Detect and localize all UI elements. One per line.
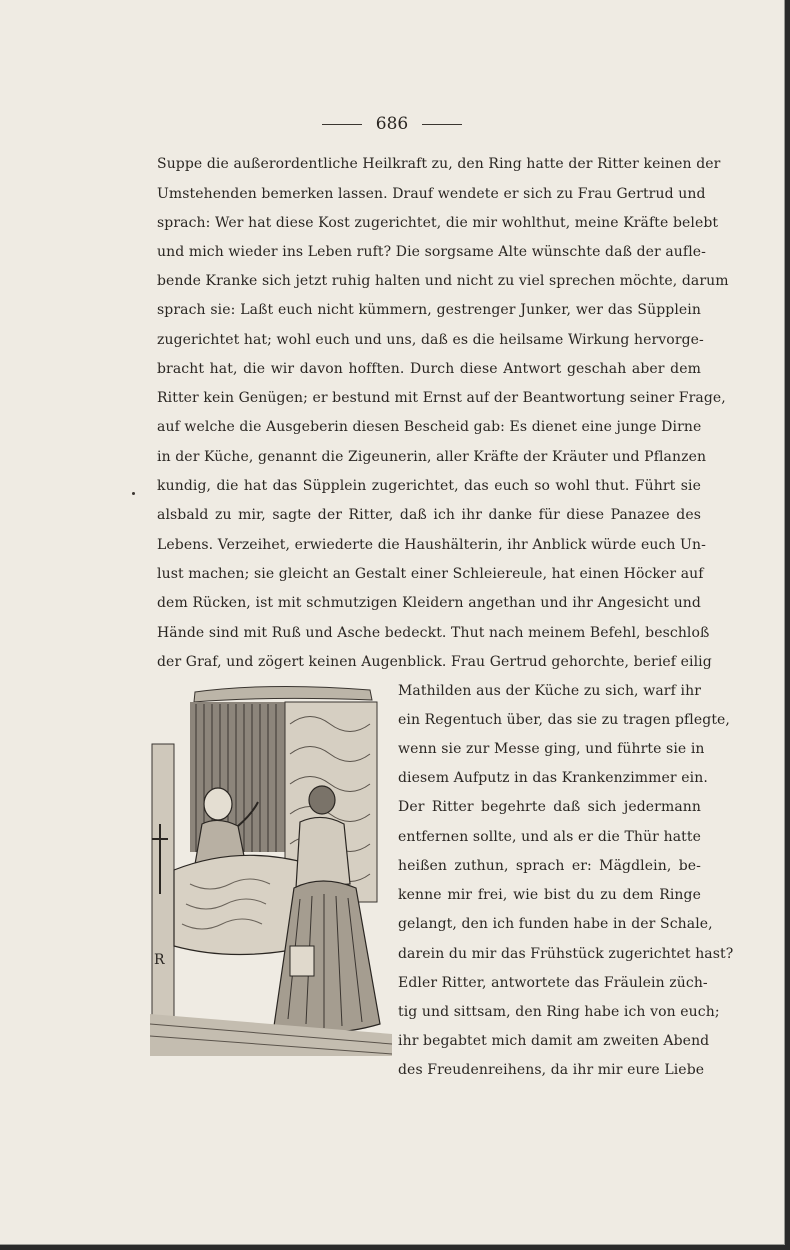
text-line: bende Kranke sich jetzt ruhig halten und nicht zu viel sprechen möchte, darum (157, 273, 729, 289)
text-line-beside-illustration: kenne mir frei, wie bist du zu dem Ringe (398, 887, 701, 903)
text-line-beside-illustration: diesem Aufputz in das Krankenzimmer ein. (398, 770, 708, 786)
page-number: 686 (375, 114, 409, 134)
page-header (0, 114, 784, 134)
text-line: Hände sind mit Ruß und Asche bedeckt. Thut nach meinem Befehl, beschloß (157, 625, 710, 641)
text-line-beside-illustration: entfernen sollte, und als er die Thür hatte (398, 829, 701, 845)
header-rule-right (422, 124, 462, 125)
header-rule-left (322, 124, 362, 125)
text-line: sprach sie: Laßt euch nicht kümmern, gestrenger Junker, wer das Süpplein (157, 302, 701, 318)
text-line-beside-illustration: heißen zuthun, sprach er: Mägdlein, be- (398, 858, 701, 874)
text-line: alsbald zu mir, sagte der Ritter, daß ich ihr danke für diese Panazee des (157, 507, 701, 523)
text-line-beside-illustration: tig und sittsam, den Ring habe ich von euch; (398, 1004, 720, 1020)
margin-mark (132, 492, 135, 495)
text-line: Lebens. Verzeihet, erwiederte die Haushälterin, ihr Anblick würde euch Un- (157, 537, 706, 553)
engraving-illustration (150, 684, 392, 1056)
text-line-beside-illustration: Der Ritter begehrte daß sich jedermann (398, 799, 701, 815)
text-line: auf welche die Ausgeberin diesen Bescheid gab: Es dienet eine junge Dirne (157, 419, 702, 435)
text-line: zugerichtet hat; wohl euch und uns, daß es die heilsame Wirkung hervorge- (157, 332, 704, 348)
text-line: lust machen; sie gleicht an Gestalt einer Schleiereule, hat einen Höcker auf (157, 566, 704, 582)
text-line-beside-illustration: gelangt, den ich funden habe in der Schale, (398, 916, 713, 932)
text-line-beside-illustration: ein Regentuch über, das sie zu tragen pflegte, (398, 712, 730, 728)
text-line-beside-illustration: darein du mir das Frühstück zugerichtet hast? (398, 946, 734, 962)
text-line: Umstehenden bemerken lassen. Drauf wendete er sich zu Frau Gertrud und (157, 186, 706, 202)
text-line: bracht hat, die wir davon hofften. Durch diese Antwort geschah aber dem (157, 361, 701, 377)
text-line: in der Küche, genannt die Zigeunerin, aller Kräfte der Kräuter und Pflanzen (157, 449, 707, 465)
text-line-beside-illustration: des Freudenreihens, da ihr mir eure Liebe (398, 1062, 705, 1078)
text-line-beside-illustration: Mathilden aus der Küche zu sich, warf ihr (398, 683, 701, 699)
text-line: dem Rücken, ist mit schmutzigen Kleidern angethan und ihr Angesicht und (157, 595, 701, 611)
text-line: Ritter kein Genügen; er bestund mit Ernst auf der Beantwortung seiner Frage, (157, 390, 726, 406)
text-line-beside-illustration: Edler Ritter, antwortete das Fräulein züch- (398, 975, 708, 991)
text-line: kundig, die hat das Süpplein zugerichtet, das euch so wohl thut. Führt sie (157, 478, 701, 494)
text-line: und mich wieder ins Leben ruft? Die sorgsame Alte wünschte daß der aufle- (157, 244, 706, 260)
text-line-beside-illustration: ihr begabtet mich damit am zweiten Abend (398, 1033, 710, 1049)
text-line: Suppe die außerordentliche Heilkraft zu, den Ring hatte der Ritter keinen der (157, 156, 721, 172)
text-line: sprach: Wer hat diese Kost zugerichtet, die mir wohlthut, meine Kräfte belebt (157, 215, 719, 231)
text-line: der Graf, und zögert keinen Augenblick. Frau Gertrud gehorchte, berief eilig (157, 654, 712, 670)
svg-text:R: R (154, 952, 165, 968)
text-line-beside-illustration: wenn sie zur Messe ging, und führte sie in (398, 741, 705, 757)
